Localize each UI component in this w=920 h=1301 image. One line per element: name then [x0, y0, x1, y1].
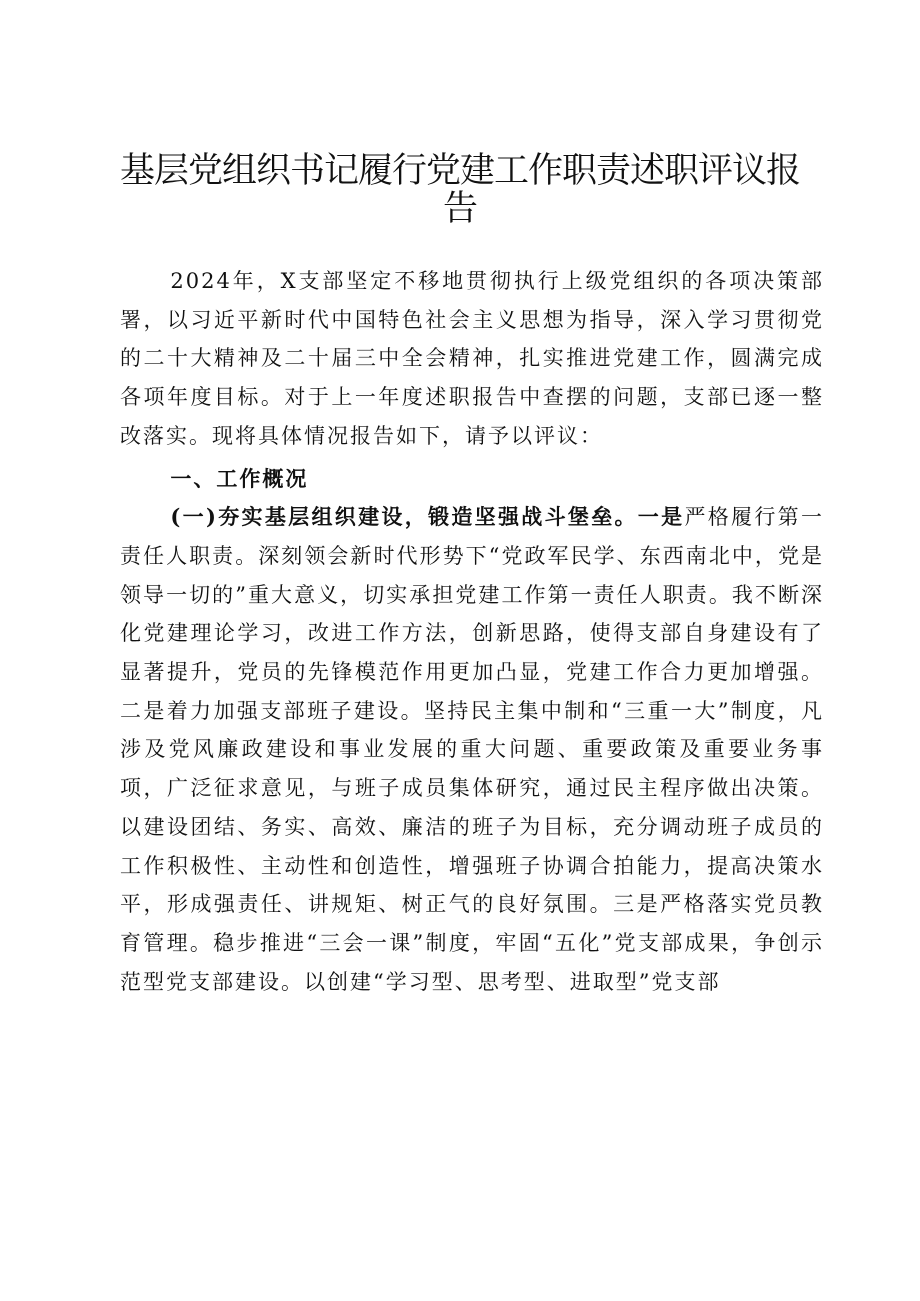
document-body — [120, 262, 824, 1001]
section-heading-work-overview: 一、工作概况 — [170, 465, 309, 491]
subsection-body: 严格履行第一责任人职责。深刻领会新时代形势下“党政军民学、东西南北中，党是领导一切的”重大意义，切实承担党建工作第一责任人职责。我不断深化党建理论学习，改进工作方法，创新思路，使得支部自身建设有了显著提升，党员的先锋模范作用更加凸显，党建工作合力更加增强。二是着力加强支部班子建设。坚持民主集中制和“三重一大”制度，凡涉及党风廉政建设和事业发展的重大问题、重要政策及重要业务事项，广泛征求意见，与班子成员集体研究，通过民主程序做出决策。以建设团结、务实、高效、廉洁的班子为目标，充分调动班子成员的工作积极性、主动性和创造性，增强班子协调合拍能力，提高决策水平，形成强责任、讲规矩、树正气的良好氛围。三是严格落实党员教育管理。稳步推进“三会一课”制度，牢固“五化”党支部成果，争创示范型党支部建设。以创建“学习型、思考型、进取型”党支部 — [120, 505, 824, 994]
subsection-lead: (一)夯实基层组织建设，锻造坚强战斗堡垒。一是 — [170, 504, 685, 530]
document-title: 基层党组织书记履行党建工作职责述职评议报告 — [119, 151, 800, 229]
intro-paragraph: 2024年，X支部坚定不移地贯彻执行上级党组织的各项决策部署，以习近平新时代中国特色社会主义思想为指导，深入学习贯彻党的二十大精神及二十届三中全会精神，扎实推进党建工作，圆满完成各项年度目标。对于上一年度述职报告中查摆的问题，支部已逐一整改落实。现将具体情况报告如下，请予以评议： — [120, 269, 824, 448]
subsection-paragraph — [120, 498, 824, 1001]
